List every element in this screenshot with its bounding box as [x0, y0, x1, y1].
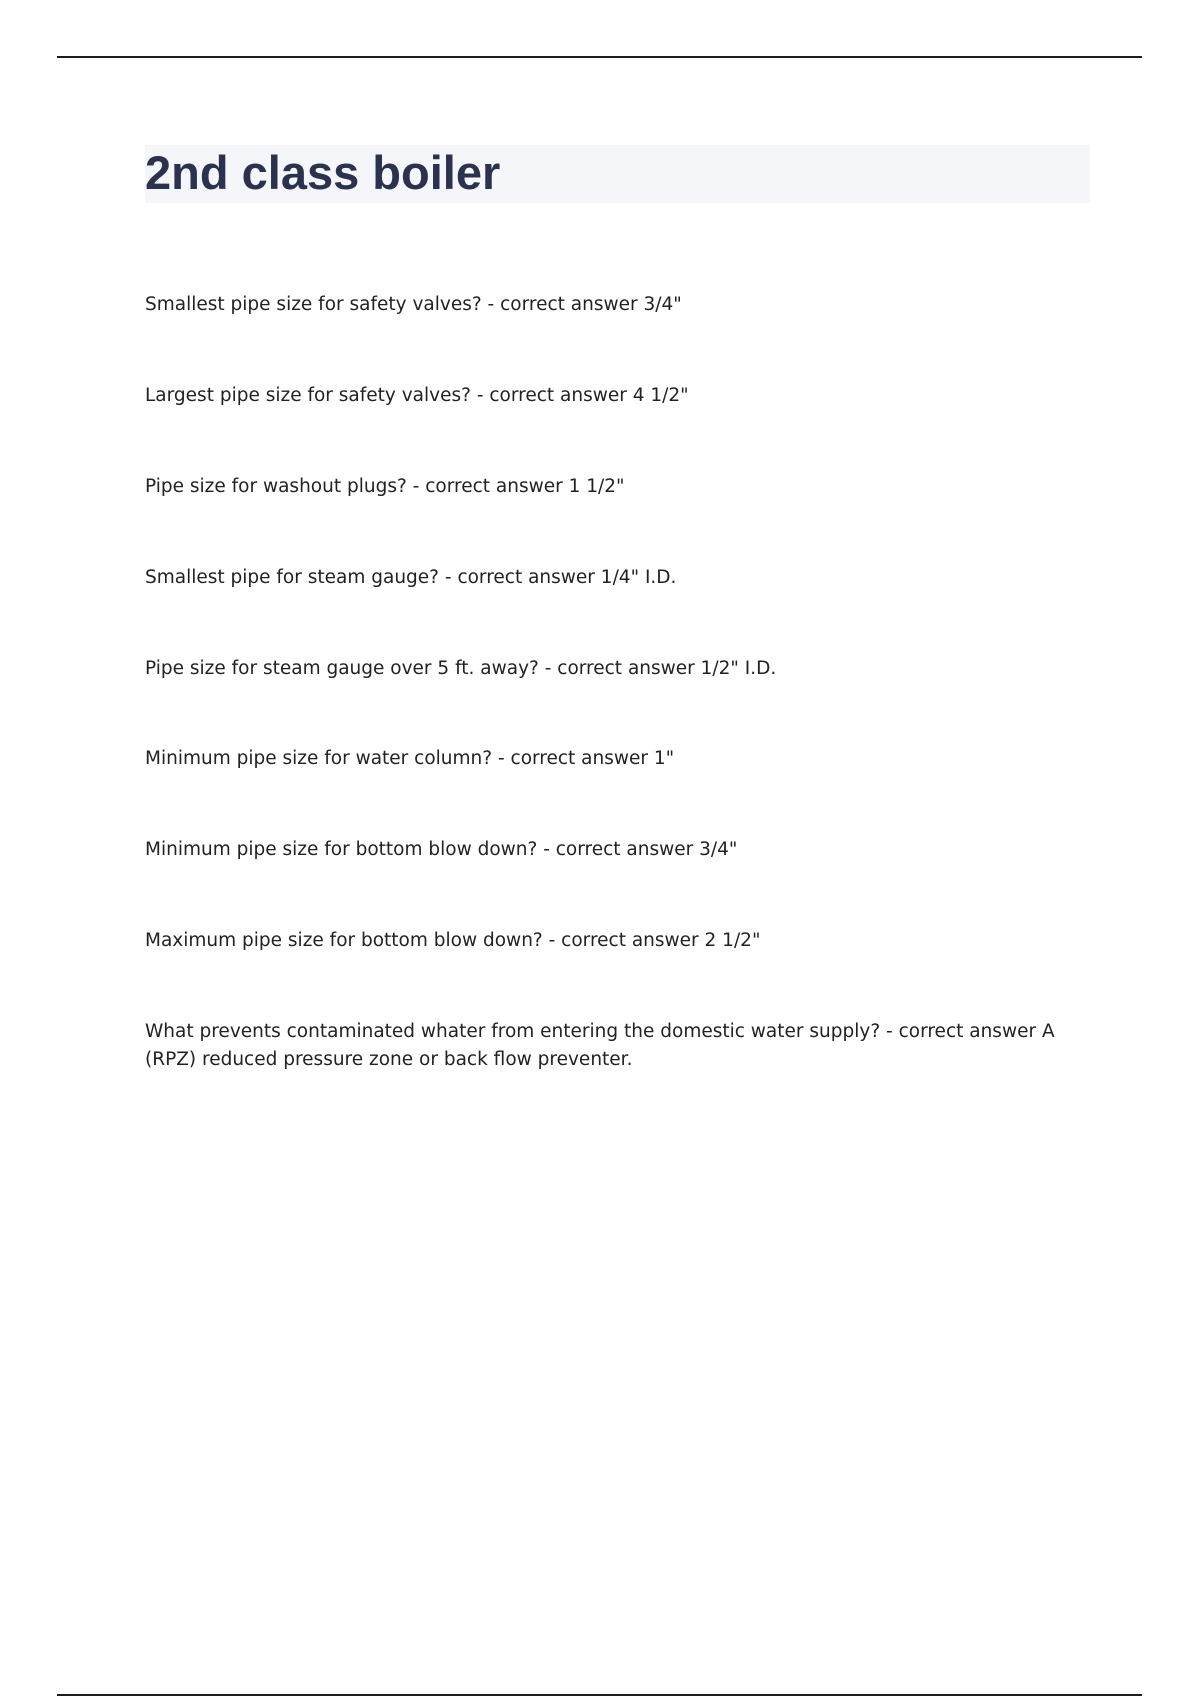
qa-item-6: Minimum pipe size for water column? - correct answer 1"	[145, 748, 675, 769]
top-rule	[57, 56, 1142, 58]
qa-item-1: Smallest pipe size for safety valves? - correct answer 3/4"	[145, 294, 682, 315]
qa-item-8: Maximum pipe size for bottom blow down? - correct answer 2 1/2"	[145, 930, 761, 951]
page-title: 2nd class boiler	[145, 146, 501, 199]
qa-item-5: Pipe size for steam gauge over 5 ft. away? - correct answer 1/2" I.D.	[145, 658, 777, 679]
qa-item-7: Minimum pipe size for bottom blow down? - correct answer 3/4"	[145, 839, 738, 860]
qa-item-4: Smallest pipe for steam gauge? - correct answer 1/4" I.D.	[145, 567, 677, 588]
qa-item-9: What prevents contaminated whater from entering the domestic water supply? - correct answer A (RPZ) reduced pressure zone or back flow preventer.	[145, 1021, 1055, 1070]
qa-item-2: Largest pipe size for safety valves? - correct answer 4 1/2"	[145, 385, 689, 406]
bottom-rule	[57, 1694, 1142, 1696]
qa-item-3: Pipe size for washout plugs? - correct answer 1 1/2"	[145, 476, 625, 497]
